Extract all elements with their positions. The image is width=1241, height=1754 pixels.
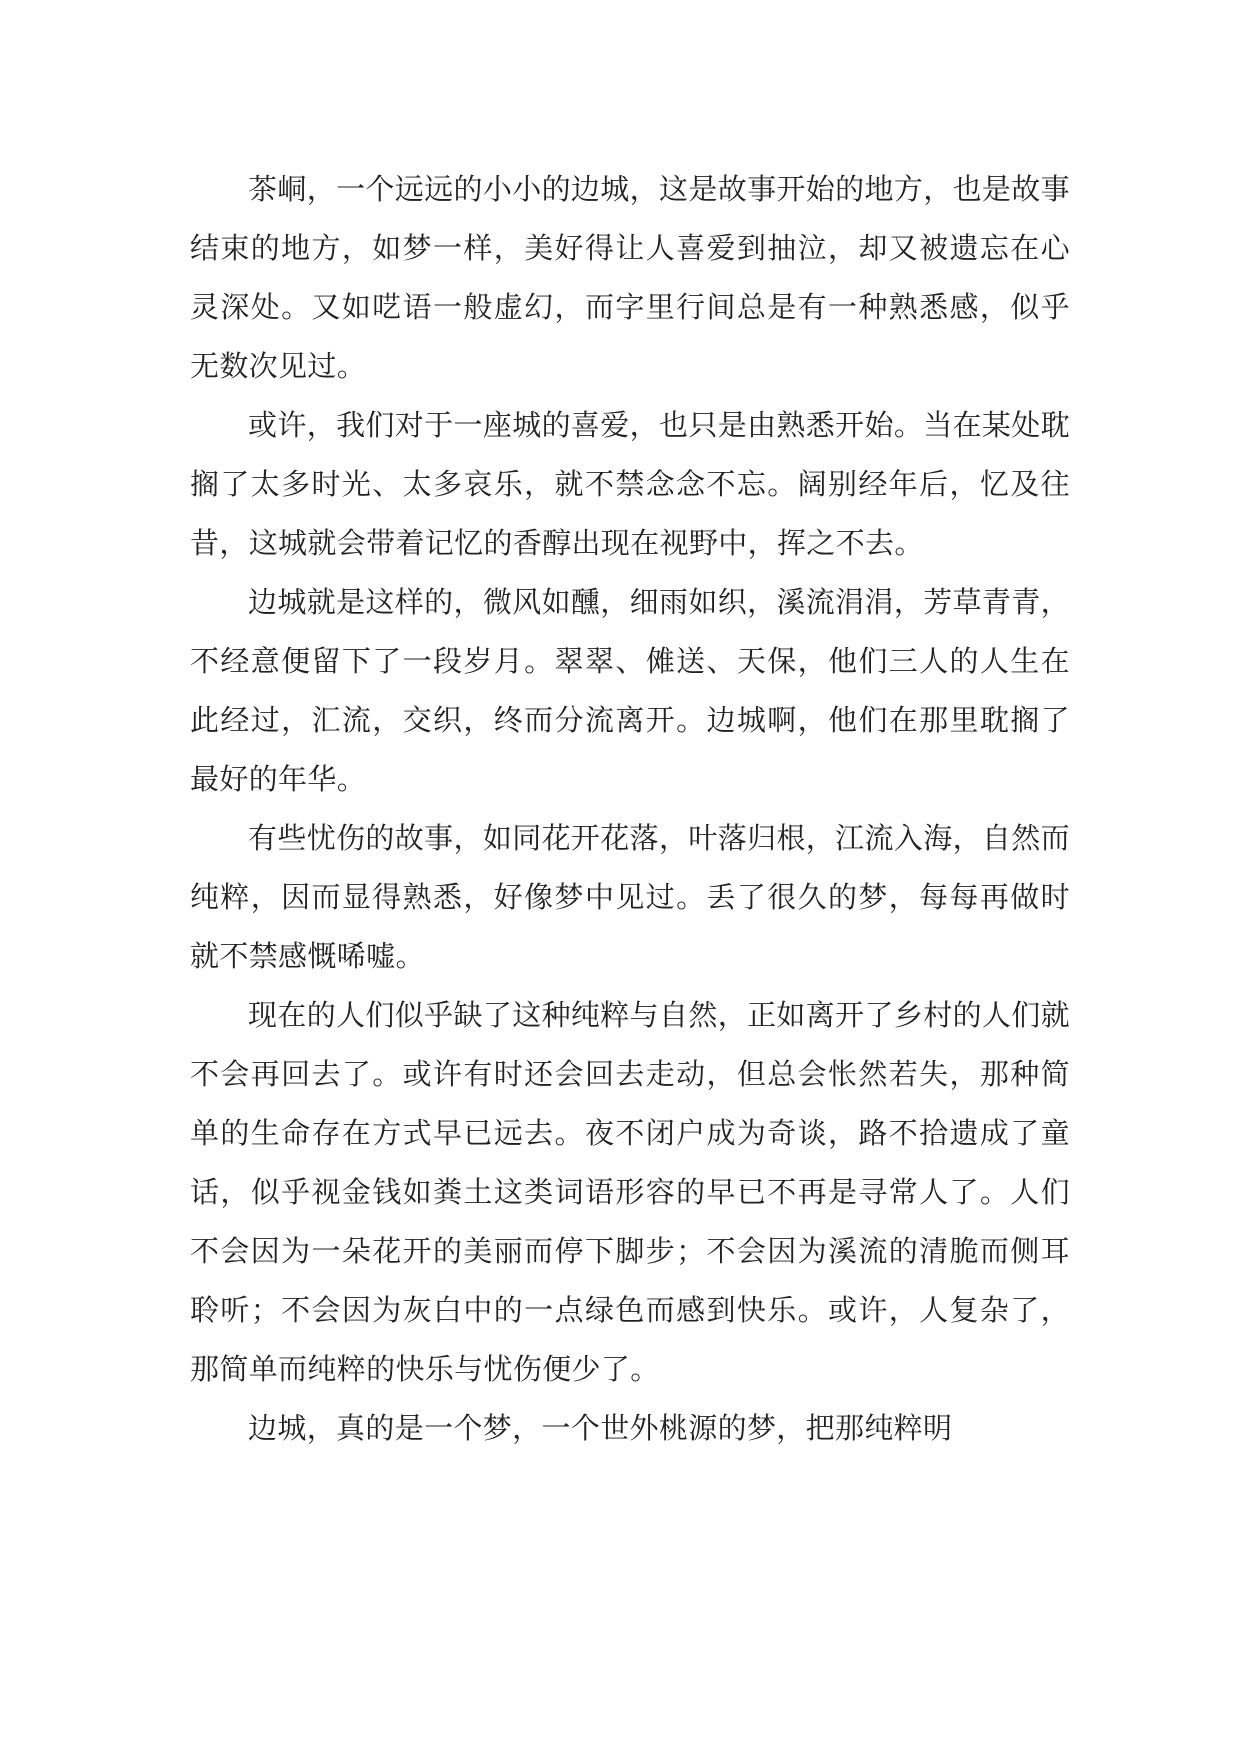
paragraph-3: 边城就是这样的，微风如醺，细雨如织，溪流涓涓，芳草青青，不经意便留下了一段岁月。翠翠、傩送、天保，他们三人的人生在此经过，汇流，交织，终而分流离开。边城啊，他们在那里耽搁了最好的年华。 [190,585,1070,796]
paragraph-1: 茶峒，一个远远的小小的边城，这是故事开始的地方，也是故事结束的地方，如梦一样，美好得让人喜爱到抽泣，却又被遗忘在心灵深处。又如呓语一般虚幻，而字里行间总是有一种熟悉感，似乎无数次见过。 [190,172,1070,383]
paragraph-6: 边城，真的是一个梦，一个世外桃源的梦，把那纯粹明 [248,1411,953,1445]
paragraph-4: 有些忧伤的故事，如同花开花落，叶落归根，江流入海，自然而纯粹，因而显得熟悉，好像梦中见过。丢了很久的梦，每每再做时就不禁感慨唏嘘。 [190,821,1070,973]
paragraph-2: 或许，我们对于一座城的喜爱，也只是由熟悉开始。当在某处耽搁了太多时光、太多哀乐，就不禁念念不忘。阔别经年后，忆及往昔，这城就会带着记忆的香醇出现在视野中，挥之不去。 [190,408,1070,560]
essay-body [190,160,1070,1458]
paragraph-5: 现在的人们似乎缺了这种纯粹与自然，正如离开了乡村的人们就不会再回去了。或许有时还会回去走动，但总会怅然若失，那种简单的生命存在方式早已远去。夜不闭户成为奇谈，路不拾遗成了童话，似乎视金钱如粪土这类词语形容的早已不再是寻常人了。人们不会因为一朵花开的美丽而停下脚步；不会因为溪流的清脆而侧耳聆听；不会因为灰白中的一点绿色而感到快乐。或许，人复杂了，那简单而纯粹的快乐与忧伤便少了。 [190,998,1070,1386]
